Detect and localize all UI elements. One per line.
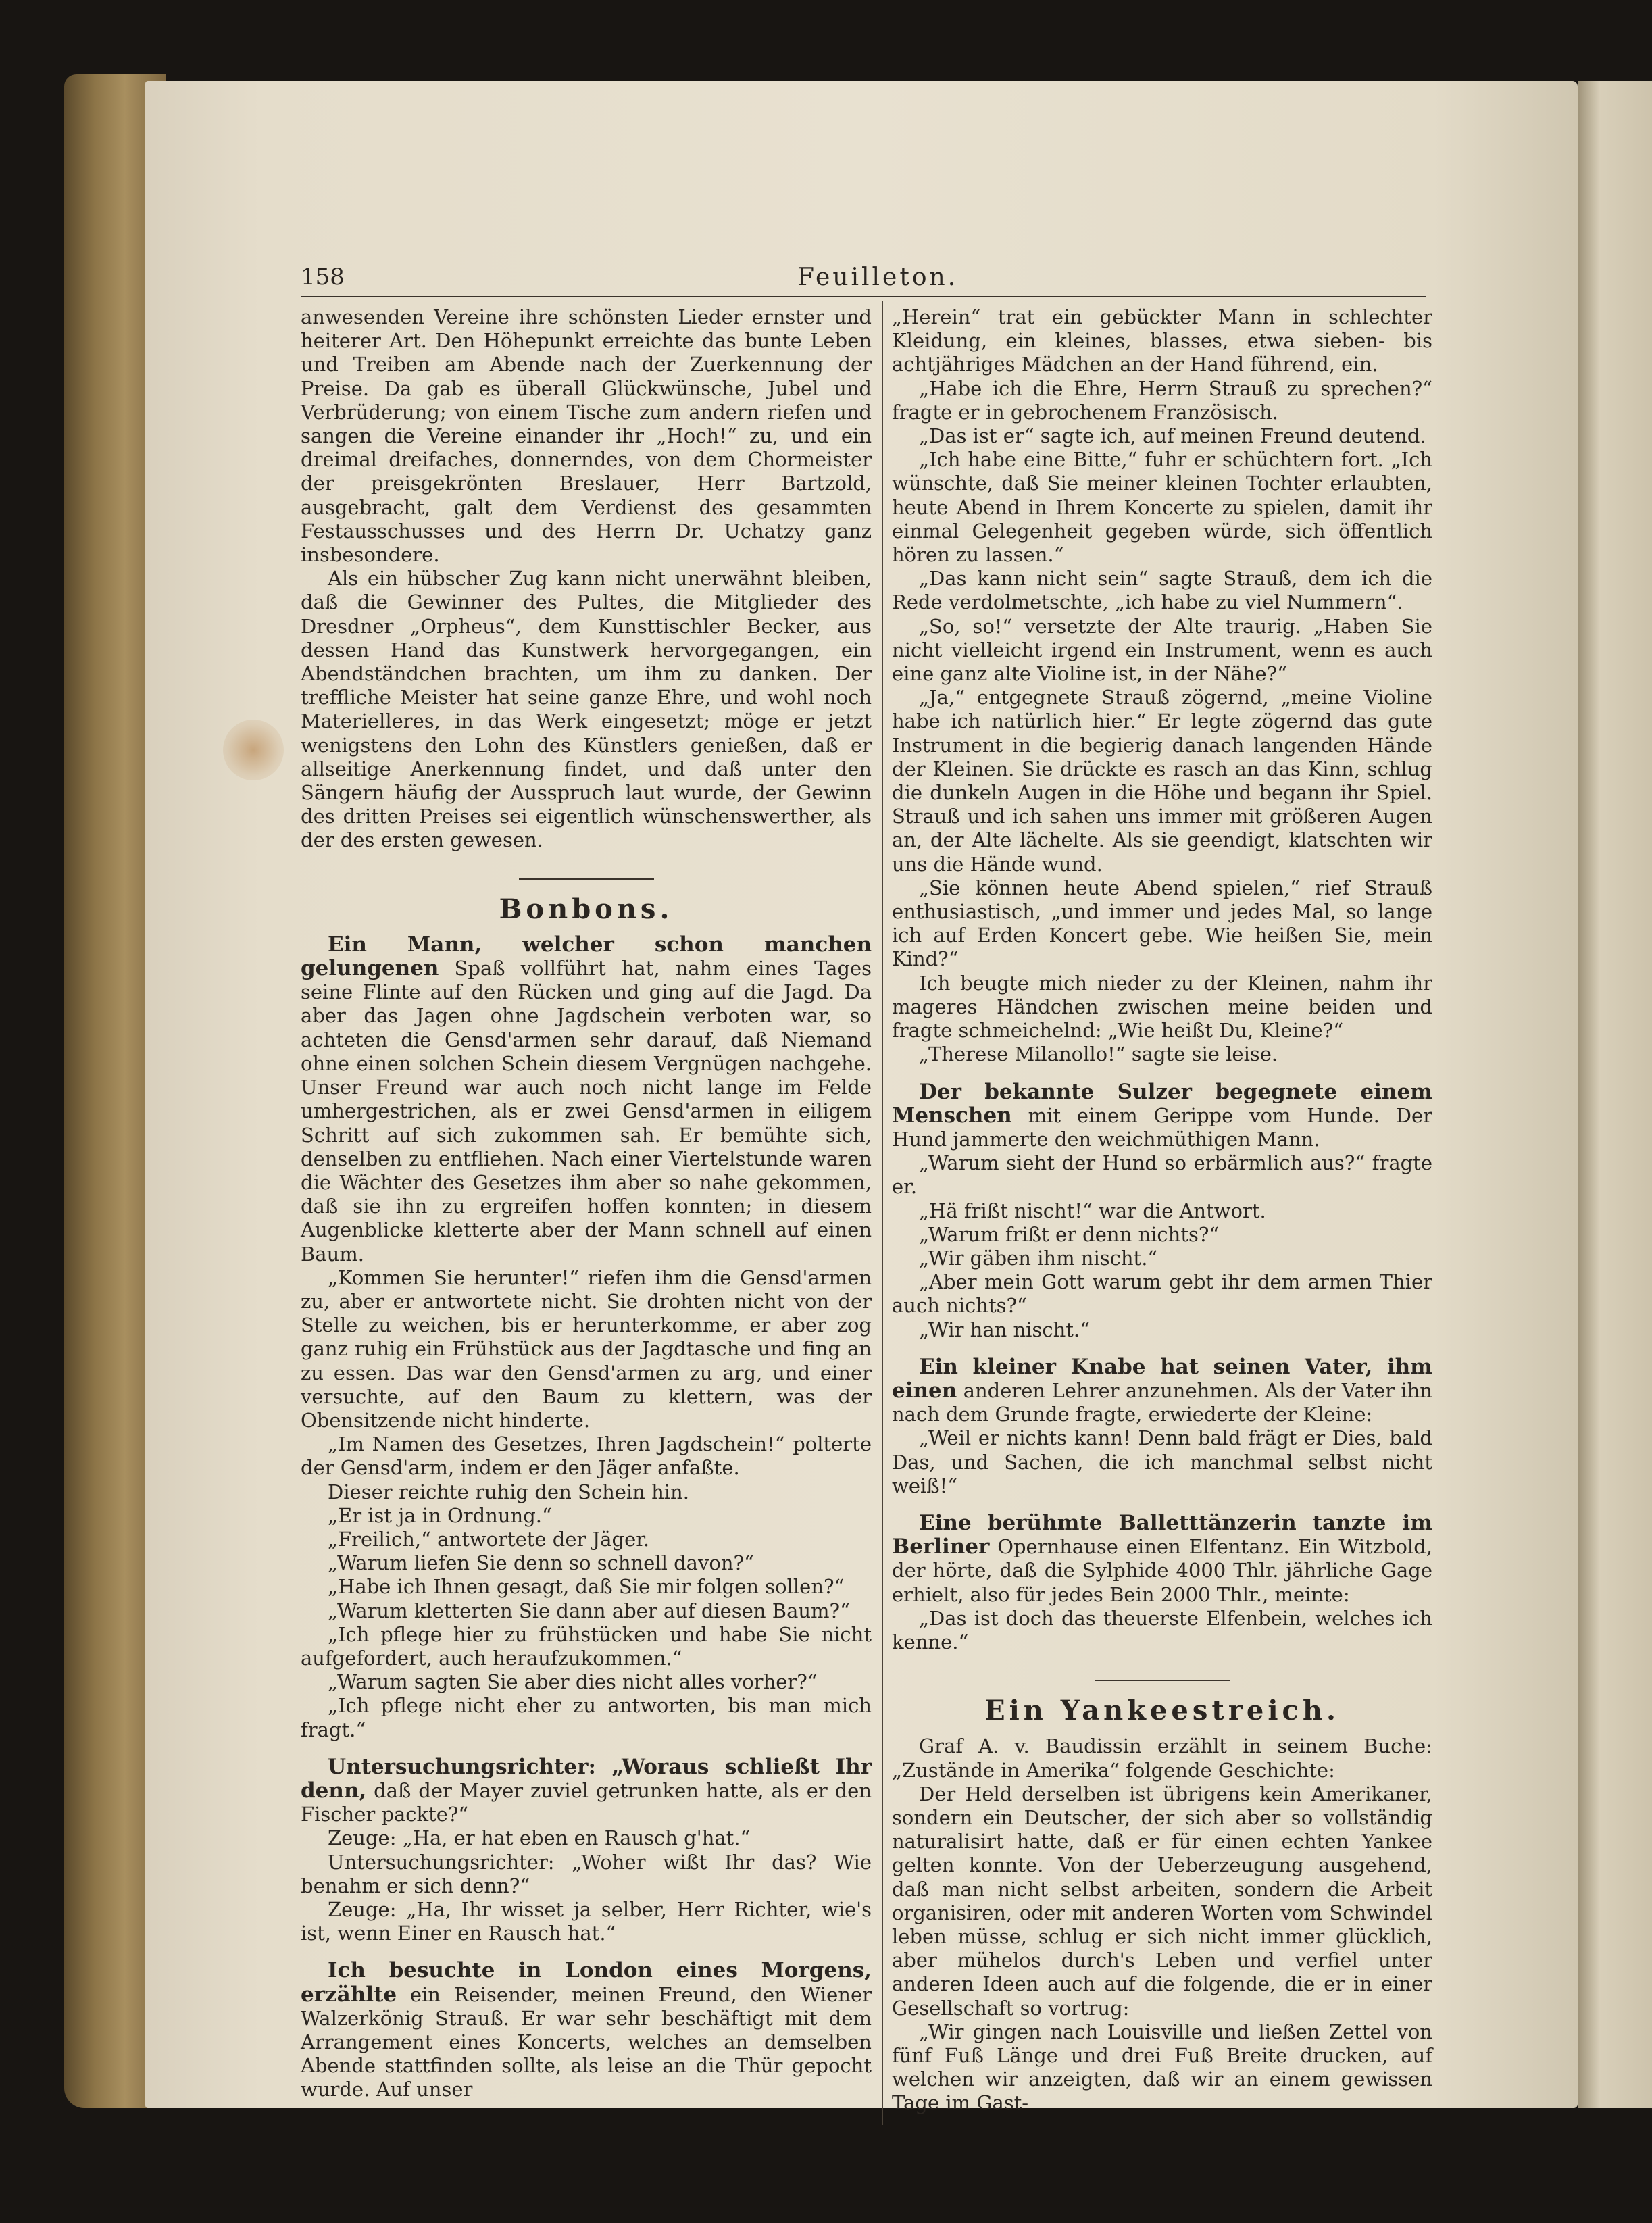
- paragraph: Untersuchungsrichter: „Woher wißt Ihr das? Wie benahm er sich denn?“: [301, 1850, 872, 1897]
- paragraph: „Das kann nicht sein“ sagte Strauß, dem ich die Rede verdolmetschte, „ich habe zu viel Nummern“.: [892, 567, 1432, 614]
- paragraph-text: anderen Lehrer anzunehmen. Als der Vater ihn nach dem Grunde fragte, erwiederte der Kleine:: [892, 1378, 1432, 1426]
- paragraph: „Aber mein Gott warum gebt ihr dem armen Thier auch nichts?“: [892, 1270, 1432, 1318]
- paragraph: „Warum sieht der Hund so erbärmlich aus?“ fragte er.: [892, 1151, 1432, 1199]
- paragraph: „Wir han nischt.“: [919, 1318, 1090, 1341]
- paragraph-text: ein Reisender, meinen Freund, den Wiener Walzerkönig Strauß. Er war sehr beschäftigt mit dem Arrangement eines Koncerts, welches an demselben Abende stattfinden sollte, als leise an die Thür gepocht wurde. Auf unser: [301, 1982, 872, 2101]
- next-page-edge: [1578, 81, 1652, 2108]
- paragraph: „Hä frißt nischt!“ war die Antwort.: [919, 1199, 1266, 1222]
- paragraph: „Das ist er“ sagte ich, auf meinen Freund deutend.: [919, 424, 1426, 448]
- right-column: [892, 305, 1432, 2116]
- paragraph: Graf A. v. Baudissin erzählt in seinem Buche: „Zustände in Amerika“ folgende Geschichte:: [892, 1734, 1432, 1782]
- section-title: Bonbons.: [499, 893, 674, 925]
- paragraph: „Warum sagten Sie aber dies nicht alles vorher?“: [328, 1670, 818, 1694]
- paragraph: „Ich habe eine Bitte,“ fuhr er schüchtern fort. „Ich wünschte, daß Sie meiner kleinen Tochter erlaubten, heute Abend in Ihrem Koncerte zu spielen, damit ihr einmal Gelegenheit gegeben würde, sich öffentlich hören zu lassen.“: [892, 448, 1432, 567]
- paragraph: „Im Namen des Gesetzes, Ihren Jagdschein!“ polterte der Gensd'arm, indem er den Jäger anfaßte.: [301, 1432, 872, 1480]
- paragraph: anwesenden Vereine ihre schönsten Lieder ernster und heiterer Art. Den Höhepunkt erreichte das bunte Leben und Treiben am Abende nach der Zuerkennung der Preise. Da gab es überall Glückwünsche, Jubel und Verbrüderung; von einem Tische zum andern riefen und sangen die Vereine einander ihr „Hoch!“ zu, und ein dreimal dreifaches, donnerndes, von dem Chormeister der preisgekrönten Breslauer, Herr Bartzold, ausgebracht, galt dem Verdienst des gesammten Festausschusses und des Herrn Dr. Uchatzy ganz insbesondere.: [301, 305, 872, 567]
- paragraph: „Das ist doch das theuerste Elfenbein, welches ich kenne.“: [892, 1606, 1432, 1653]
- paragraph: „Ich pflege hier zu frühstücken und habe Sie nicht aufgefordert, auch heraufzukommen.“: [301, 1622, 872, 1670]
- paragraph: Dieser reichte ruhig den Schein hin.: [328, 1480, 689, 1503]
- paragraph-lead: [301, 1755, 872, 1827]
- lead-text: Untersuchungsrichter: „Woraus schließt Ihr denn,: [301, 1754, 872, 1803]
- paragraph: „Habe ich Ihnen gesagt, daß Sie mir folgen sollen?“: [328, 1575, 845, 1599]
- paragraph-lead: [892, 1512, 1432, 1607]
- paragraph: „Therese Milanollo!“ sagte sie leise.: [919, 1043, 1278, 1066]
- running-title: Feuilleton.: [797, 264, 959, 291]
- lead-text: Ein kleiner Knabe hat seinen Vater, ihm einen: [892, 1354, 1432, 1403]
- column-rule: [882, 301, 883, 2125]
- left-column: [301, 305, 872, 2102]
- paragraph-lead: [892, 1355, 1432, 1427]
- paragraph: „Habe ich die Ehre, Herrn Strauß zu sprechen?“ fragte er in gebrochenem Französisch.: [892, 376, 1432, 424]
- paragraph: „Ich pflege nicht eher zu antworten, bis man mich fragt.“: [301, 1694, 872, 1741]
- paragraph: Ich beugte mich nieder zu der Kleinen, nahm ihr mageres Händchen zwischen meine beiden und fragte schmeichelnd: „Wie heißt Du, Kleine?“: [892, 971, 1432, 1043]
- paragraph: „Warum kletterten Sie dann aber auf diesen Baum?“: [328, 1599, 850, 1622]
- paragraph: Zeuge: „Ha, Ihr wisset ja selber, Herr Richter, wie's ist, wenn Einer en Rausch hat.“: [301, 1898, 872, 1945]
- paragraph: „Herein“ trat ein gebückter Mann in schlechter Kleidung, ein kleines, blasses, etwa sieben- bis achtjähriges Mädchen an der Hand führend, ein.: [892, 305, 1432, 376]
- section-rule: [1095, 1680, 1230, 1681]
- paragraph-text: Spaß vollführt hat, nahm eines Tages seine Flinte auf den Rücken und ging auf die Jagd. Da aber das Jagen ohne Jagdschein verboten war, so achteten die Gensd'armen sehr darauf, daß Niemand ohne einen solchen Schein diesem Vergnügen nachgehe. Unser Freund war auch noch nicht lange im Felde umhergestrichen, als er zwei Gensd'armen in eiligem Schritt auf sich zukommen sah. Er bemühte sich, denselben zu entfliehen. Nach einer Viertelstunde waren die Wächter des Gesetzes ihm aber so nahe gekommen, daß sie ihn zu ergreifen hoffen konnten; in diesem Augenblicke kletterte aber der Mann schnell auf einen Baum.: [301, 957, 872, 1266]
- paragraph: „Warum liefen Sie denn so schnell davon?“: [328, 1551, 754, 1575]
- paragraph-text: daß der Mayer zuviel getrunken hatte, als er den Fischer packte?“: [301, 1778, 872, 1826]
- paragraph: „Er ist ja in Ordnung.“: [328, 1503, 552, 1527]
- paragraph: „Warum frißt er denn nichts?“: [919, 1222, 1220, 1246]
- header-rule: [301, 296, 1426, 297]
- paragraph-text: mit einem Gerippe vom Hunde. Der Hund jammerte den weichmüthigen Mann.: [892, 1103, 1432, 1151]
- paragraph: „Ja,“ entgegnete Strauß zögernd, „meine Violine habe ich natürlich hier.“ Er legte zögernd das gute Instrument in die begierig danach langenden Hände der Kleinen. Sie drückte es rasch an das Kinn, schlug die dunkeln Augen in die Höhe und begann ihr Spiel. Strauß und ich sahen uns immer mit größeren Augen an, der Alte lächelte. Als sie geendigt, klatschten wir uns die Hände wund.: [892, 686, 1432, 876]
- lead-text: Ein Mann, welcher schon manchen gelungenen: [301, 932, 872, 981]
- lead-text: Eine berühmte Balletttänzerin tanzte im Berliner: [892, 1510, 1432, 1559]
- paragraph-lead: [892, 1080, 1432, 1152]
- paragraph-lead: [301, 1959, 872, 2101]
- lead-text: Der bekannte Sulzer begegnete einem Menschen: [892, 1079, 1432, 1128]
- paragraph: „Wir gäben ihm nischt.“: [919, 1246, 1158, 1270]
- paragraph: „Freilich,“ antwortete der Jäger.: [328, 1527, 650, 1551]
- section-title: Ein Yankeestreich.: [984, 1695, 1340, 1727]
- paragraph-text: Opernhause einen Elfentanz. Ein Witzbold, der hörte, daß die Sylphide 4000 Thlr. jährliche Gage erhielt, also für jedes Bein 2000 Thlr., meinte:: [892, 1535, 1432, 1606]
- paper-stain: [223, 720, 284, 780]
- paragraph: „Sie können heute Abend spielen,“ rief Strauß enthusiastisch, „und immer und jedes Mal, so lange ich auf Erden Koncert gebe. Wie heißen Sie, mein Kind?“: [892, 876, 1432, 971]
- paragraph: Der Held derselben ist übrigens kein Amerikaner, sondern ein Deutscher, der sich aber so vollständig naturalisirt hatte, daß er für einen echten Yankee gelten konnte. Von der Ueberzeugung ausgehend, daß man nicht selbst arbeiten, sondern die Arbeit organisiren, oder mit anderen Worten vom Schwindel leben müsse, schlug er sich nicht immer glücklich, aber mühelos durch's Leben und verfiel unter anderen Ideen auch auf die folgende, die er in einer Gesellschaft so vortrug:: [892, 1782, 1432, 2020]
- section-rule: [519, 878, 654, 880]
- paragraph: Zeuge: „Ha, er hat eben en Rausch g'hat.“: [328, 1826, 751, 1850]
- page-number: 158: [301, 264, 345, 291]
- paragraph: Als ein hübscher Zug kann nicht unerwähnt bleiben, daß die Gewinner des Pultes, die Mitglieder des Dresdner „Orpheus“, dem Kunsttischler Becker, aus dessen Hand das Kunstwerk hervorgegangen, ein Abendständchen brachten, um ihm zu danken. Der treffliche Meister hat seine ganze Ehre, und wohl noch Materielleres, in das Werk eingesetzt; möge er jetzt wenigstens den Lohn des Künstlers genießen, daß er allseitige Anerkennung findet, und daß unter den Sängern häufig der Ausspruch laut wurde, der Gewinn des dritten Preises sei eigentlich wünschenswerther, als der des ersten gewesen.: [301, 567, 872, 852]
- lead-text: Ich besuchte in London eines Morgens, erzählte: [301, 1958, 872, 2007]
- paragraph: „Kommen Sie herunter!“ riefen ihm die Gensd'armen zu, aber er antwortete nicht. Sie drohten nicht von der Stelle zu weichen, bis er herunterkomme, er aber zog ganz ruhig ein Frühstück aus der Jagdtasche und fing an zu essen. Das war den Gensd'armen zu arg, und einer versuchte, auf den Baum zu klettern, was der Obensitzende nicht hinderte.: [301, 1266, 872, 1432]
- paragraph: „Weil er nichts kann! Denn bald frägt er Dies, bald Das, und Sachen, die ich manchmal selbst nicht weiß!“: [892, 1426, 1432, 1497]
- paragraph: „Wir gingen nach Louisville und ließen Zettel von fünf Fuß Länge und drei Fuß Breite drucken, auf welchen wir anzeigten, daß wir an einem gewissen Tage im Gast-: [892, 2020, 1432, 2115]
- paragraph-lead: [301, 933, 872, 1266]
- paragraph: „So, so!“ versetzte der Alte traurig. „Haben Sie nicht vielleicht irgend ein Instrument, wenn es auch eine ganz alte Violine ist, in der Nähe?“: [892, 614, 1432, 686]
